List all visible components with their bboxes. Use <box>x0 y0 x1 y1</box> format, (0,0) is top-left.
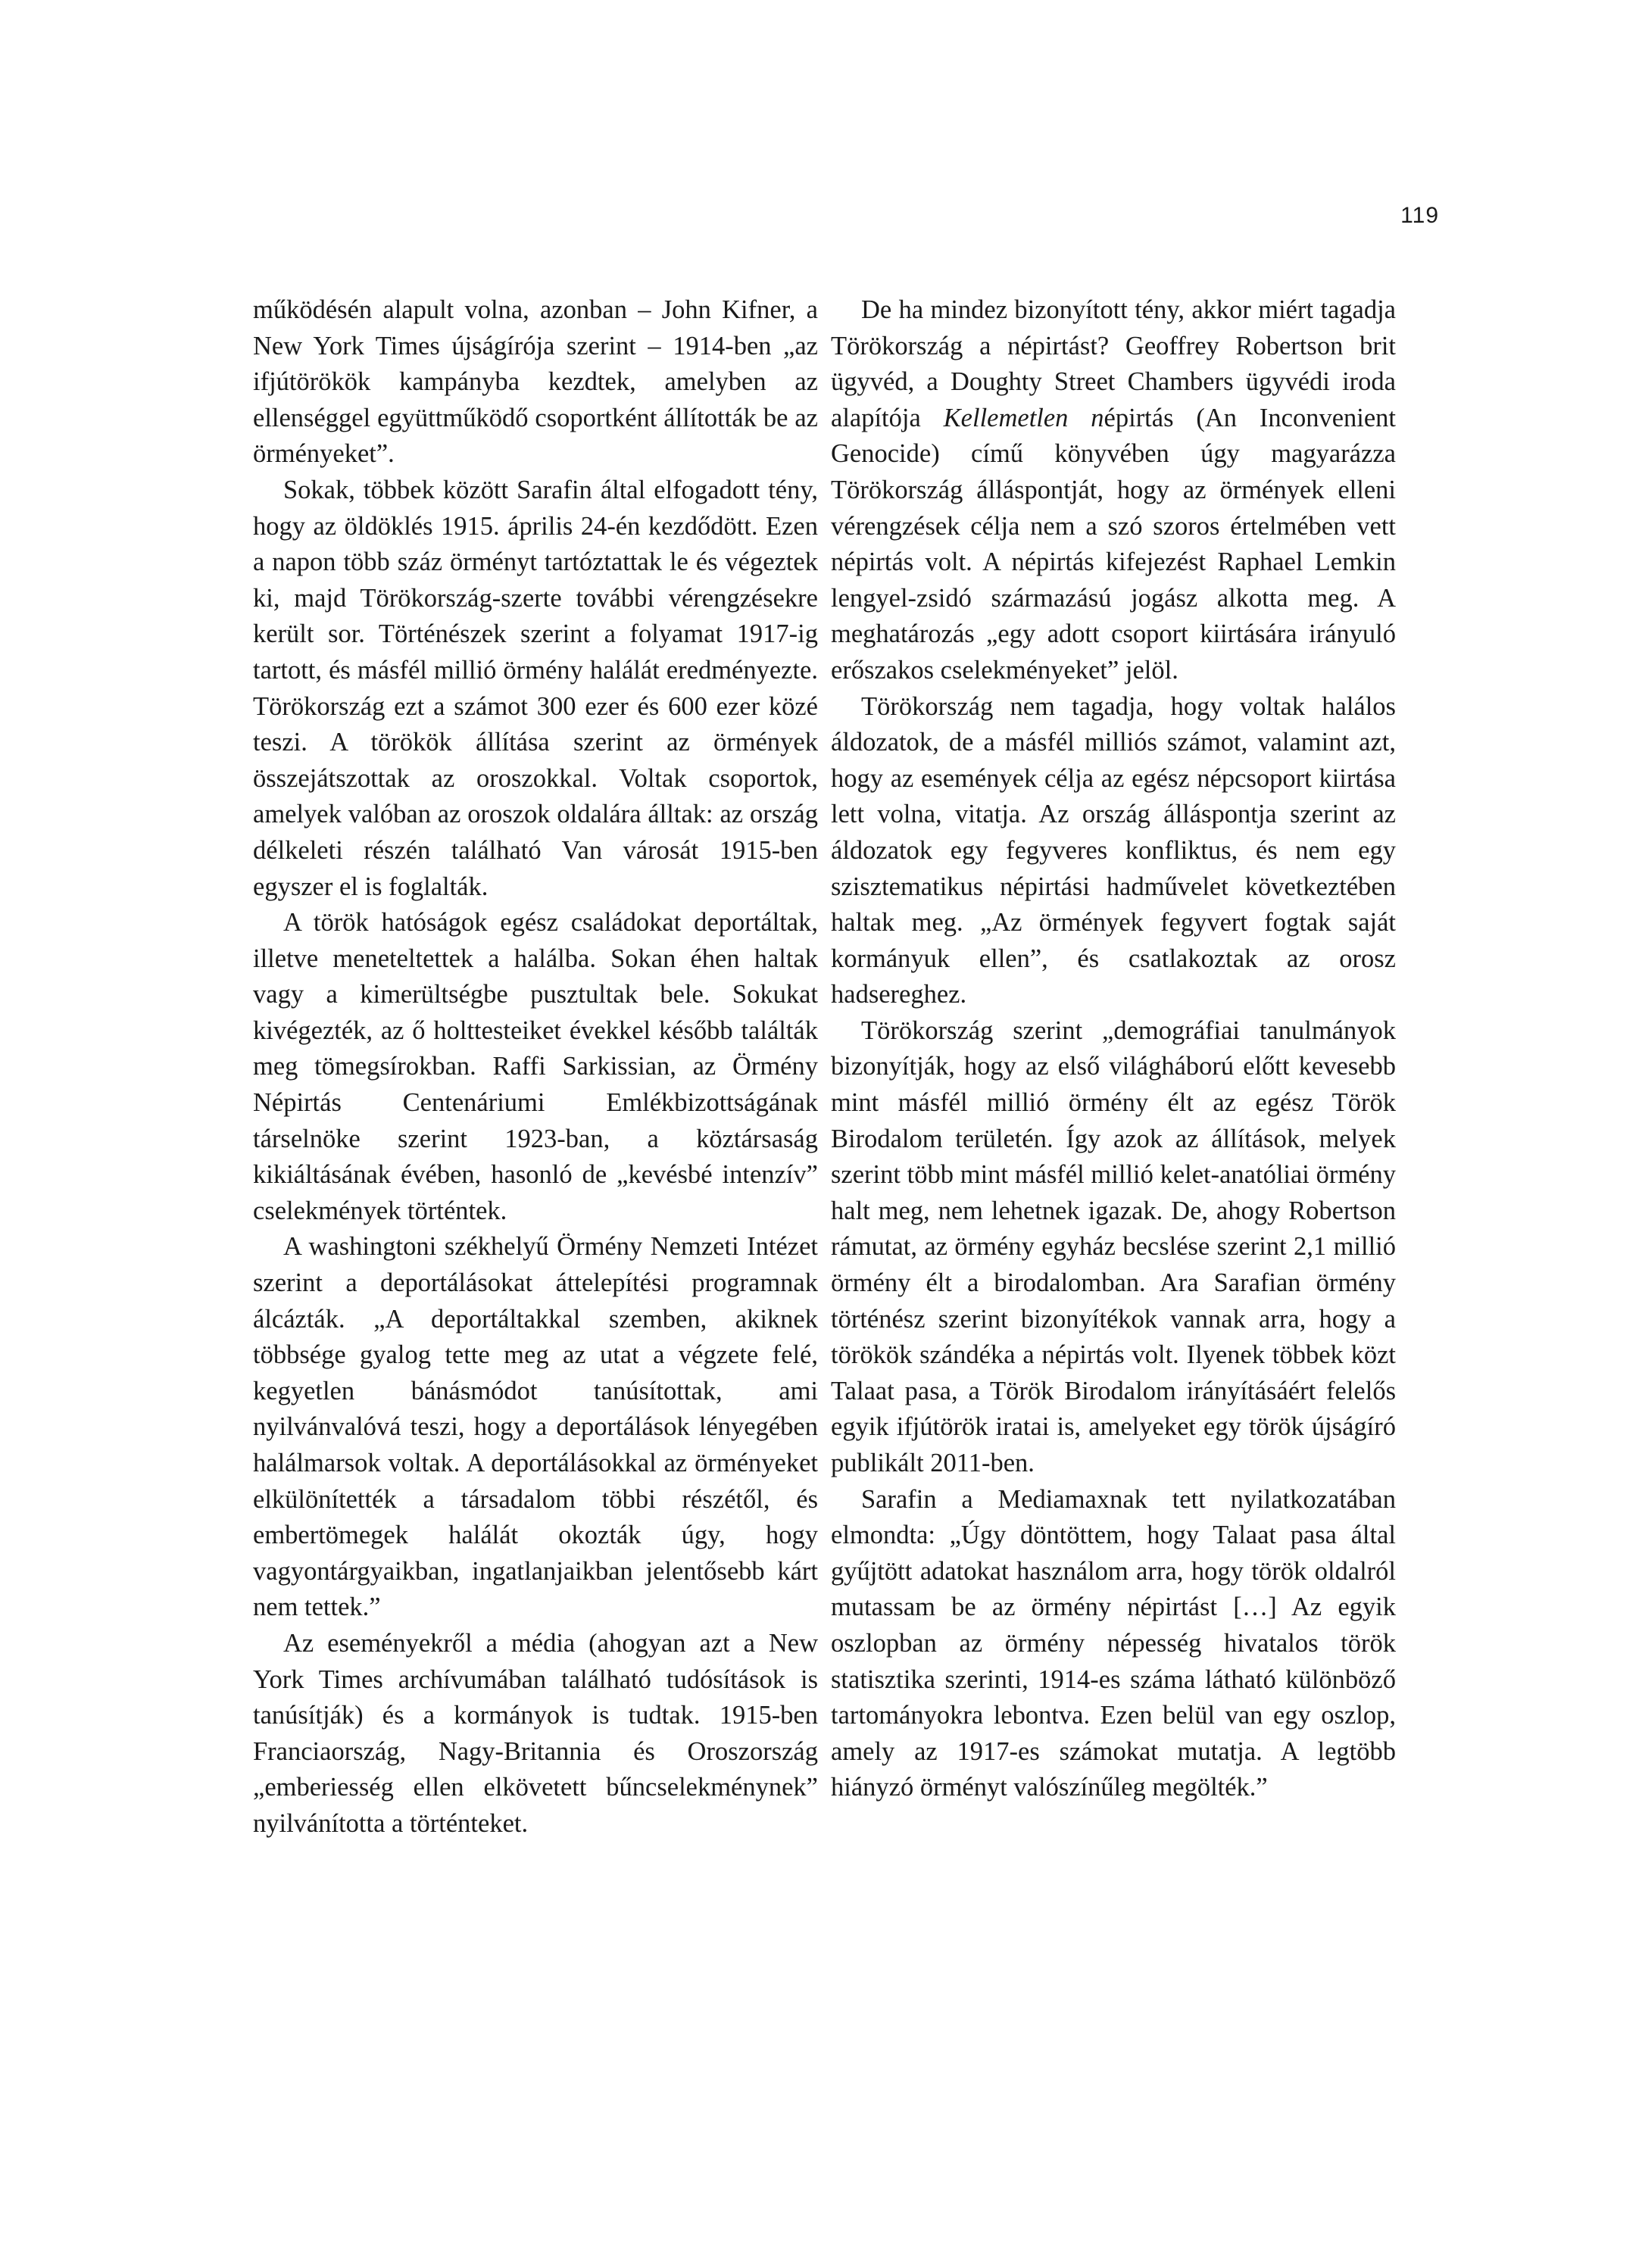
paragraph-text: épirtás (An Inconvenient Genocide) című könyvében úgy magyarázza Törökország álláspontját, hogy az örmények elleni vérengzések célja nem a szó szoros értelmében vett népirtás volt. A népirtás kifejezést Raphael Lemkin lengyel-zsidó származású jogász alkotta meg. A meghatározás „egy adott csoport kiirtására irányuló erőszakos cselekményeket” jelöl. <box>831 403 1396 685</box>
paragraph: Törökország nem tagadja, hogy voltak halálos áldozatok, de a másfél milliós számot, valamint azt, hogy az események célja az egész népcsoport kiirtása lett volna, vitatja. Az ország álláspontja szerint az áldozatok egy fegyveres konfliktus, és nem egy szisztematikus népirtási hadművelet következtében haltak meg. „Az örmények fegyvert fogtak saját kormányuk ellen”, és csatlakoztak az orosz hadsereghez. <box>831 691 1396 1009</box>
paragraph: működésén alapult volna, azonban – John Kifner, a New York Times újságírója szerint – 1914-ben „az ifjútörökök kampányba kezdtek, amelyben az ellenséggel együttműködő csoportként állították be az örményeket”. <box>253 295 818 469</box>
book-title: Kellemetlen n <box>943 403 1104 432</box>
paragraph: A washingtoni székhelyű Örmény Nemzeti Intézet szerint a deportálásokat áttelepítési programnak álcázták. „A deportáltakkal szemben, akiknek többsége gyalog tette meg az utat a végzete felé, kegyetlen bánásmódot tanúsítottak, ami nyilvánvalóvá teszi, hogy a deportálások lényegében halálmarsok voltak. A deportálásokkal az örményeket elkülönítették a társadalom többi részétől, és embertömegek halálát okozták úgy, hogy vagyontárgyaikban, ingatlanjaikban jelentősebb kárt nem tettek.” <box>253 1232 818 1622</box>
page-number: 119 <box>1400 203 1439 228</box>
paragraph: Sokak, többek között Sarafin által elfogadott tény, hogy az öldöklés 1915. április 24-én kezdődött. Ezen a napon több száz örményt tartóztattak le és végeztek ki, majd Törökország-szerte további vérengzésekre került sor. Történészek szerint a folyamat 1917-ig tartott, és másfél millió örmény halálát eredményezte. Törökország ezt a számot 300 ezer és 600 ezer közé teszi. A törökök állítása szerint az örmények összejátszottak az oroszokkal. Voltak csoportok, amelyek valóban az oroszok oldalára álltak: az ország délkeleti részén található Van városát 1915-ben egyszer el is foglalták. <box>253 475 818 901</box>
paragraph: A török hatóságok egész családokat deportáltak, illetve meneteltettek a halálba. Sokan éhen haltak vagy a kimerültségbe pusztultak bele. Sokukat kivégezték, az ő holttesteiket évekkel később találták meg tömegsírokban. Raffi Sarkissian, az Örmény Népirtás Centenáriumi Emlékbizottságának társelnöke szerint 1923-ban, a köztársaság kikiáltásának évében, hasonló de „kevésbé intenzív” cselekmények történtek. <box>253 908 818 1225</box>
paragraph: Az eseményekről a média (ahogyan azt a New York Times archívumában található tudósítások is tanúsítják) és a kormányok is tudtak. 1915-ben Franciaország, Nagy-Britannia és Oroszország „emberiesség ellen elkövetett bűncselekménynek” nyilvánította a történteket. <box>253 1628 818 1838</box>
right-column <box>831 292 1396 1806</box>
paragraph: Sarafin a Mediamaxnak tett nyilatkozatában elmondta: „Úgy döntöttem, hogy Talaat pasa által gyűjtött adatokat használom arra, hogy török oldalról mutassam be az örmény népirtást […] Az egyik oszlopban az örmény népesség hivatalos török statisztika szerinti, 1914-es száma látható különböző tartományokra lebontva. Ezen belül van egy oszlop, amely az 1917-es számokat mutatja. A legtöbb hiányzó örményt valószínűleg megölték.” <box>831 1484 1396 1802</box>
paragraph-text: De ha mindez bizonyított tény, akkor miért tagadja Törökország a népirtást? Geoffrey Robertson brit ügyvéd, a Doughty Street Chambers ügyvédi iroda alapítója <box>831 295 1396 432</box>
paragraph <box>831 292 1396 689</box>
left-column <box>253 292 818 1842</box>
paragraph: Törökország szerint „demográfiai tanulmányok bizonyítják, hogy az első világháború előtt kevesebb mint másfél millió örmény élt az egész Török Birodalom területén. Így azok az állítások, melyek szerint több mint másfél millió kelet-anatóliai örmény halt meg, nem lehetnek igazak. De, ahogy Robertson rámutat, az örmény egyház becslése szerint 2,1 millió örmény élt a birodalomban. Ara Sarafian örmény történész szerint bizonyítékok vannak arra, hogy a törökök szándéka a népirtás volt. Ilyenek többek közt Talaat pasa, a Török Birodalom irányításáért felelős egyik ifjútörök iratai is, amelyeket egy török újságíró publikált 2011-ben. <box>831 1015 1396 1477</box>
